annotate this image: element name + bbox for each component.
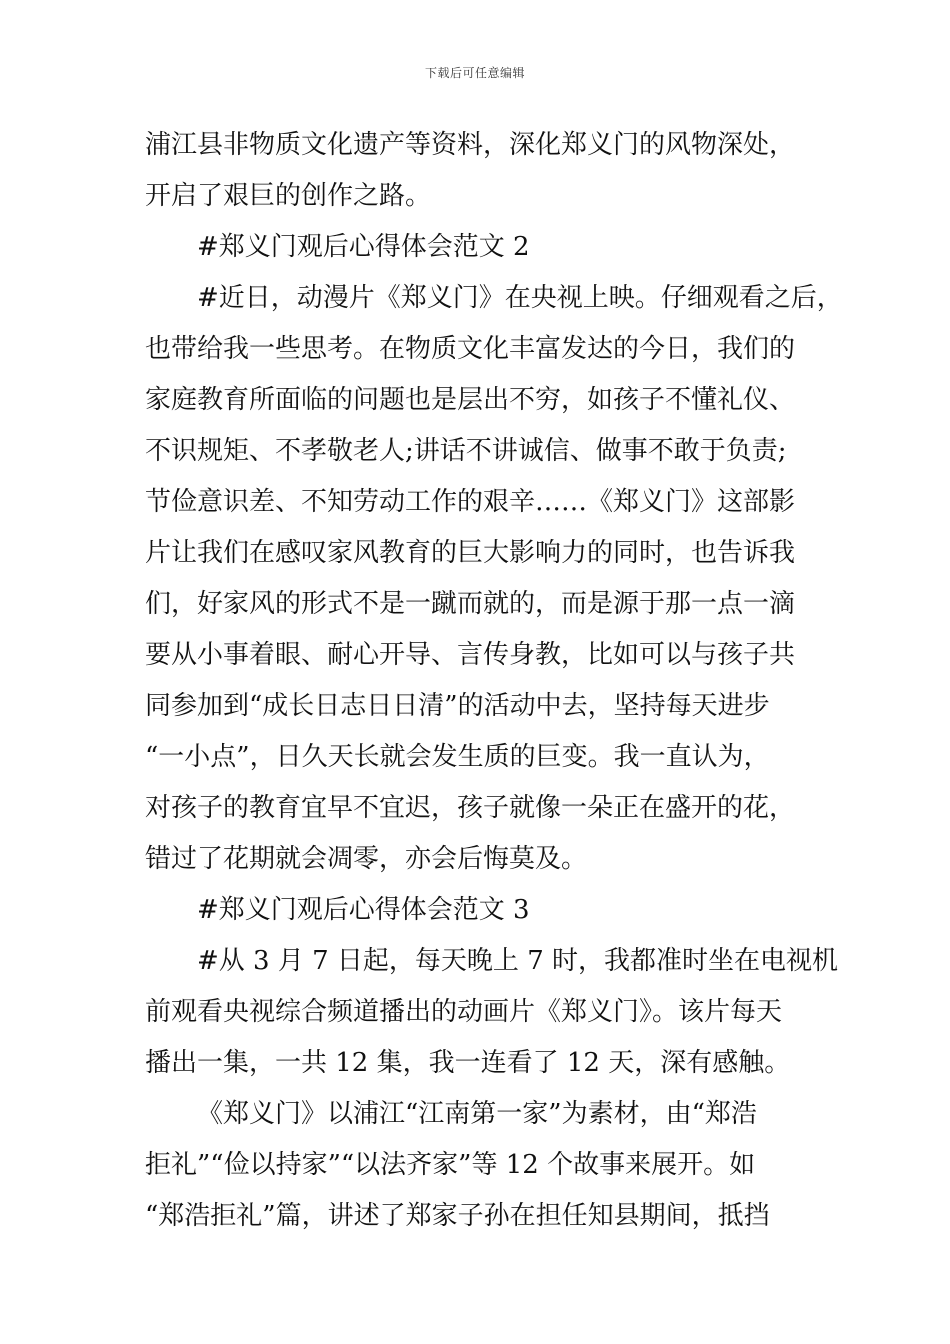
text-line: 片让我们在感叹家风教育的巨大影响力的同时，也告诉我 bbox=[145, 538, 796, 568]
text-line: 《郑义门》以浦江“江南第一家”为素材，由“郑浩 bbox=[197, 1099, 757, 1129]
text-line: 家庭教育所面临的问题也是层出不穷，如孩子不懂礼仪、 bbox=[145, 385, 796, 415]
text-line: 不识规矩、不孝敬老人;讲话不讲诚信、做事不敢于负责; bbox=[145, 436, 787, 466]
text-line: 播出一集，一共 12 集，我一连看了 12 天，深有感触。 bbox=[145, 1048, 791, 1078]
text-line: 浦江县非物质文化遗产等资料，深化郑义门的风物深处， bbox=[145, 130, 796, 160]
text-line: 错过了花期就会凋零，亦会后悔莫及。 bbox=[145, 844, 588, 874]
text-line: #从 3 月 7 日起，每天晚上 7 时，我都准时坐在电视机 bbox=[197, 946, 838, 976]
text-line: 要从小事着眼、耐心开导、言传身教，比如可以与孩子共 bbox=[145, 640, 796, 670]
text-line: 拒礼”“俭以持家”“以法齐家”等 12 个故事来展开。如 bbox=[145, 1150, 756, 1180]
text-line: “郑浩拒礼”篇，讲述了郑家子孙在担任知县期间，抵挡 bbox=[145, 1201, 770, 1231]
section-heading: #郑义门观后心得体会范文 3 bbox=[197, 895, 530, 925]
page-header: 下载后可任意编辑 bbox=[424, 66, 525, 80]
text-line: 同参加到“成长日志日日清”的活动中去，坚持每天进步 bbox=[145, 691, 770, 721]
section-heading: #郑义门观后心得体会范文 2 bbox=[197, 232, 530, 262]
text-line: “一小点”，日久天长就会发生质的巨变。我一直认为， bbox=[145, 742, 770, 772]
document-body bbox=[145, 120, 845, 1242]
text-line: 前观看央视综合频道播出的动画片《郑义门》。该片每天 bbox=[145, 997, 783, 1027]
text-line: 节俭意识差、不知劳动工作的艰辛……《郑义门》这部影 bbox=[145, 487, 796, 517]
text-line: 开启了艰巨的创作之路。 bbox=[145, 181, 432, 211]
text-line: 对孩子的教育宜早不宜迟，孩子就像一朵正在盛开的花， bbox=[145, 793, 796, 823]
text-line: #近日，动漫片《郑义门》在央视上映。仔细观看之后， bbox=[197, 283, 843, 313]
text-line: 也带给我一些思考。在物质文化丰富发达的今日，我们的 bbox=[145, 334, 796, 364]
text-line: 们，好家风的形式不是一蹴而就的，而是源于那一点一滴 bbox=[145, 589, 796, 619]
